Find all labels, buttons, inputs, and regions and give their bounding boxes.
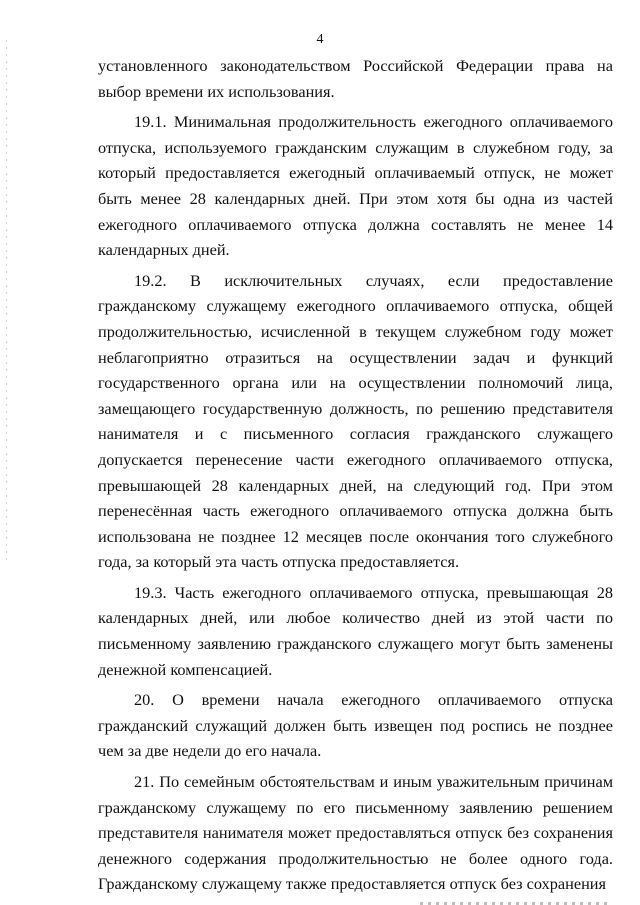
paragraph-continuation: установленного законодательством Российской Федерации права на выбор времени их использования. xyxy=(98,56,613,101)
paragraph-19-2: 19.2. В исключительных случаях, если предоставление гражданскому служащему ежегодного оплачиваемого отпуска, общей продолжительностью, исчисленной в текущем служебном году может неблагоприятно отразиться на осуществлении задач и функций государственного органа или на осуществлении полномочий лица, замещающего государственную должность, по решению представителя нанимателя и с письменного согласия гражданского служащего допускается перенесение части ежегодного оплачиваемого отпуска, превышающей 28 календарных дней, на следующий год. При этом перенесённая часть ежегодного оплачиваемого отпуска должна быть использована не позднее 12 месяцев после окончания того служебного года, за который эта часть отпуска предоставляется. xyxy=(98,270,613,572)
paragraph-19-3: 19.3. Часть ежегодного оплачиваемого отпуска, превышающая 28 календарных дней, или любое количество дней из этой части по письменному заявлению гражданского служащего могут быть заменены денежной компенсацией. xyxy=(98,582,613,679)
paragraph-20: 20. О времени начала ежегодного оплачиваемого отпуска гражданский служащий должен быть извещен под роспись не позднее чем за две недели до его начала. xyxy=(98,690,613,761)
document-body xyxy=(98,53,613,902)
scan-edge-mark xyxy=(6,40,7,560)
page-number: 4 xyxy=(316,32,324,47)
paragraph-21: 21. По семейным обстоятельствам и иным уважительным причинам гражданскому служащему по его письменному заявлению решением представителя нанимателя может предоставляться отпуск без сохранения денежного содержания продолжительностью не более одного года. Гражданскому служащему также предоставляется отпуск без сохранения xyxy=(98,772,613,894)
paragraph-19-1: 19.1. Минимальная продолжительность ежегодного оплачиваемого отпуска, используемого гражданским служащим в служебном году, за который предоставляется ежегодный оплачиваемый отпуск, не может быть менее 28 календарных дней. При этом хотя бы одна из частей ежегодного оплачиваемого отпуска должна составлять не менее 14 календарных дней. xyxy=(98,112,613,260)
